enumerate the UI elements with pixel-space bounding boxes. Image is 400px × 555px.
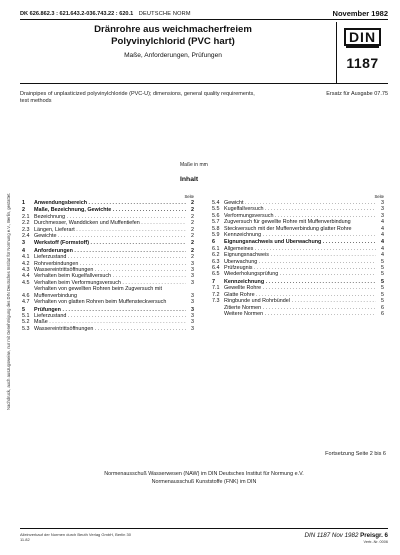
toc-entry-number: 2.1 bbox=[22, 213, 30, 220]
toc-entry-number: 6.4 bbox=[212, 265, 220, 272]
footer-left bbox=[20, 532, 131, 542]
toc-entry-page: 3 bbox=[191, 306, 194, 313]
toc-entry bbox=[22, 233, 194, 239]
title-block bbox=[20, 22, 388, 84]
toc-entry-page: 5 bbox=[381, 271, 384, 278]
toc-entry bbox=[212, 232, 384, 238]
toc-entry-number: 2.2 bbox=[22, 220, 30, 227]
toc-entry-number: 7.2 bbox=[212, 291, 220, 298]
toc-entry-title: Verformungsversuch . . . bbox=[224, 213, 376, 219]
din-logo: DIN bbox=[344, 28, 381, 46]
toc-entry-page: 2 bbox=[191, 226, 194, 233]
toc-entry-page: 3 bbox=[381, 212, 384, 219]
toc-entry-page: 2 bbox=[191, 220, 194, 227]
doc-id-line bbox=[305, 532, 389, 539]
toc-entry-number: 5.3 bbox=[22, 325, 30, 332]
toc-entry-title: Bezeichnung . . . bbox=[34, 214, 186, 220]
dk-classification bbox=[20, 11, 191, 19]
toc-entry-title: Lieferzustand . . . bbox=[34, 313, 186, 319]
toc-entry-title: Wiederholungsprüfung . . . bbox=[224, 271, 376, 277]
toc-entry-page: 3 bbox=[191, 267, 194, 274]
toc-entry-title: Lieferzustand . . . bbox=[34, 254, 186, 260]
toc-entry-title: Überwachung . . . bbox=[224, 259, 376, 265]
toc-entry-page: 3 bbox=[191, 312, 194, 319]
footer bbox=[20, 528, 388, 544]
toc-entry-number: 6.2 bbox=[212, 252, 220, 259]
toc-entry-number: 5.6 bbox=[212, 212, 220, 219]
toc-entry-title: Werkstoff (Formstoff) . . . bbox=[34, 240, 186, 246]
toc-entry-number: 5.7 bbox=[212, 219, 220, 226]
distribution-number: Vertr.-Nr. 0006 bbox=[363, 540, 388, 544]
toc-entry-number: 6.5 bbox=[212, 271, 220, 278]
toc-entry-number: 4.5 bbox=[22, 279, 30, 286]
toc-entry-title: Gewellte Rohre . . . bbox=[224, 285, 376, 291]
toc-entry-title: Wassereintrittsöffnungen . . . bbox=[34, 267, 186, 273]
toc-entry-title: Kennzeichnung . . . bbox=[224, 232, 376, 238]
toc-entry-number: 4.3 bbox=[22, 267, 30, 274]
toc-entry-title: Längen, Lieferart . . . bbox=[34, 227, 186, 233]
doc-id: DIN 1187 Nov 1982 bbox=[304, 532, 359, 539]
contents-heading: Inhalt bbox=[180, 176, 199, 183]
toc-entry-page: 3 bbox=[191, 299, 194, 306]
toc-entry-number: 7 bbox=[212, 278, 215, 285]
toc-entry-page: 4 bbox=[381, 245, 384, 252]
toc-entry-page: 3 bbox=[191, 319, 194, 326]
toc-entry-page: 2 bbox=[191, 213, 194, 220]
toc-entry-number: 5 bbox=[22, 306, 25, 313]
toc-entry-number: 5.5 bbox=[212, 206, 220, 213]
toc-entry bbox=[22, 326, 194, 332]
toc-entry-page: 3 bbox=[381, 206, 384, 213]
toc-entry-title: Verhalten beim Verformungsversuch . . . bbox=[34, 280, 186, 286]
toc-entry-title: Verhalten beim Kugelfallversuch . . . bbox=[34, 273, 186, 279]
toc-right-column bbox=[212, 194, 384, 317]
toc-entry-number: 6 bbox=[212, 239, 215, 246]
copyright-sidenote: Nachdruck, auch auszugsweise, nur mit Genehmigung des DIN Deutsches Institut für Normung e.V., Berlin, gestattet. bbox=[6, 192, 11, 410]
seite-label: Seite bbox=[374, 194, 384, 199]
toc-entry-page: 2 bbox=[191, 240, 194, 247]
toc-entry-title: Maße, Bezeichnung, Gewichte . . . bbox=[34, 207, 186, 213]
toc-entry-number: 4.7 bbox=[22, 299, 30, 306]
title-line-1: Dränrohre aus weichmacherfreiem bbox=[94, 24, 252, 35]
toc-entry-page: 5 bbox=[381, 265, 384, 272]
toc-entry-page: 2 bbox=[191, 254, 194, 261]
toc-entry-title: Verhalten von gewellten Rohren beim Zugversuch mit Muffenverbindung bbox=[34, 286, 162, 299]
footer-right bbox=[305, 532, 389, 544]
toc-entry-page: 2 bbox=[191, 247, 194, 254]
norm-label: DEUTSCHE NORM bbox=[138, 11, 191, 17]
toc-entry bbox=[22, 240, 194, 246]
toc-entry-title: Zitierte Normen . . . bbox=[224, 305, 376, 311]
toc-entry-number: 4 bbox=[22, 247, 25, 254]
toc-entry-title: Prüfzeugnis . . . bbox=[224, 265, 376, 271]
toc-entry-page: 4 bbox=[381, 252, 384, 259]
titles bbox=[20, 22, 326, 61]
toc-entry-number: 7.1 bbox=[212, 285, 220, 292]
toc-entry bbox=[212, 271, 384, 277]
price-group: Preisgr. 6 bbox=[360, 532, 388, 539]
toc-entry bbox=[212, 311, 384, 317]
toc-entry-title: Steckversuch mit der Muffenverbindung glatter Rohre bbox=[224, 225, 352, 232]
toc-entry-number: 4.4 bbox=[22, 273, 30, 280]
sales-note: Alleinverkauf der Normen durch Beuth Verlag GmbH, Berlin 30 bbox=[20, 532, 131, 537]
toc-entry-title: Kennzeichnung . . . bbox=[224, 279, 376, 285]
dk-number: DK 626.862.3 : 621.643.2-036.743.22 : 620.1 bbox=[20, 11, 134, 17]
toc-entry-title: Anforderungen . . . bbox=[34, 248, 186, 254]
toc-entry-title: Verhalten von glatten Rohren beim Muffensteckversuch bbox=[34, 299, 167, 306]
toc-entry bbox=[22, 200, 194, 206]
toc-entry-page: 3 bbox=[191, 292, 194, 299]
toc-entry-page: 4 bbox=[381, 232, 384, 239]
toc-entry-number: 4.6 bbox=[22, 292, 30, 299]
din-number: 1187 bbox=[346, 55, 379, 71]
toc-entry-page: 2 bbox=[191, 233, 194, 240]
toc-entry-page: 5 bbox=[381, 258, 384, 265]
english-title: Drainpipes of unplasticized polyvinylchloride (PVC-U); dimensions, general quality requirements, test methods bbox=[20, 91, 255, 104]
toc-entry-page: 3 bbox=[191, 273, 194, 280]
toc-entry-title: Kugelfallversuch . . . bbox=[224, 206, 376, 212]
print-code: 11.82 bbox=[20, 537, 30, 542]
toc-entry-number: 3 bbox=[22, 240, 25, 247]
toc-entry-title: Gewicht . . . bbox=[224, 200, 376, 206]
toc-entry-number: 2 bbox=[22, 207, 25, 214]
title-line-2: Polyvinylchlorid (PVC hart) bbox=[111, 36, 235, 47]
toc-entry-page: 3 bbox=[191, 279, 194, 286]
header-line bbox=[20, 6, 388, 20]
toc-entry-title: Eignungsnachweis . . . bbox=[224, 252, 376, 258]
committees bbox=[20, 470, 388, 486]
toc-entry-page: 5 bbox=[381, 298, 384, 305]
toc-entry-page: 6 bbox=[381, 304, 384, 311]
toc-entry-title: Gewichte . . . bbox=[34, 233, 186, 239]
toc-entry-title: Glatte Rohre . . . bbox=[224, 292, 376, 298]
toc-entry-title: Wassereintrittsöffnungen . . . bbox=[34, 326, 186, 332]
toc-entry-number: 6.1 bbox=[212, 245, 220, 252]
toc-entry-page: 4 bbox=[381, 225, 384, 232]
toc-entry-number: 5.2 bbox=[22, 319, 30, 326]
seite-label: Seite bbox=[184, 194, 194, 199]
toc-entry-number: 4.2 bbox=[22, 260, 30, 267]
replacement-note: Ersatz für Ausgabe 07.75 bbox=[326, 91, 388, 97]
toc-entry bbox=[22, 286, 194, 299]
toc-entry-number: 5.8 bbox=[212, 225, 220, 232]
toc-entry-title: Allgemeines . . . bbox=[224, 246, 376, 252]
din-box bbox=[336, 22, 388, 84]
dimensions-note: Maße in mm bbox=[180, 162, 208, 168]
toc-entry-page: 3 bbox=[381, 200, 384, 206]
toc-entry-page: 4 bbox=[381, 219, 384, 226]
publication-date: November 1982 bbox=[332, 9, 388, 18]
toc-entry-page: 6 bbox=[381, 310, 384, 317]
toc-entry-number: 4.1 bbox=[22, 254, 30, 261]
toc-entry-page: 5 bbox=[381, 291, 384, 298]
toc-entry-number: 5.1 bbox=[22, 312, 30, 319]
subtitle: Maße, Anforderungen, Prüfungen bbox=[124, 52, 222, 59]
toc-entry-page: 5 bbox=[381, 285, 384, 292]
toc-entry-title: Rohrverbindungen . . . bbox=[34, 261, 186, 267]
toc-entry-page: 2 bbox=[191, 207, 194, 214]
toc-entry-title: Weitere Normen . . . bbox=[224, 311, 376, 317]
toc-entry-title: Maße . . . bbox=[34, 319, 186, 325]
toc-entry-page: 5 bbox=[381, 278, 384, 285]
continuation-note: Fortsetzung Seite 2 bis 6 bbox=[325, 451, 386, 457]
toc-entry-number: 2.3 bbox=[22, 226, 30, 233]
toc-entry-title: Ringbunde und Rohrbündel . . . bbox=[224, 298, 376, 304]
toc-entry-title: Zugversuch für gewellte Rohre mit Muffenverbindung bbox=[224, 219, 351, 226]
toc-entry-number: 6.3 bbox=[212, 258, 220, 265]
toc-entry-page: 4 bbox=[381, 239, 384, 246]
toc-entry-number: 7.3 bbox=[212, 298, 220, 305]
toc-entry-page: 3 bbox=[191, 325, 194, 332]
toc-entry-number: 2.4 bbox=[22, 233, 30, 240]
toc-entry-page: 3 bbox=[191, 260, 194, 267]
toc-entry-title: Prüfungen . . . bbox=[34, 307, 186, 313]
toc-entry-title: Durchmesser, Wanddicken und Muffentiefen . . . bbox=[34, 220, 186, 226]
toc-entry-number: 5.4 bbox=[212, 200, 220, 206]
toc-entry-number: 5.9 bbox=[212, 232, 220, 239]
toc-entry-title: Eignungsnachweis und Überwachung . . . bbox=[224, 239, 376, 245]
committee-naw: Normenausschuß Wasserwesen (NAW) im DIN Deutsches Institut für Normung e.V. bbox=[104, 471, 304, 477]
toc-entry-number: 1 bbox=[22, 200, 25, 206]
toc-left-column bbox=[22, 194, 194, 332]
toc-entry bbox=[22, 299, 194, 305]
toc-entry-page: 2 bbox=[191, 200, 194, 206]
toc-entry-title: Anwendungsbereich . . . bbox=[34, 200, 186, 206]
committee-fnk: Normenausschuß Kunststoffe (FNK) im DIN bbox=[151, 479, 257, 485]
